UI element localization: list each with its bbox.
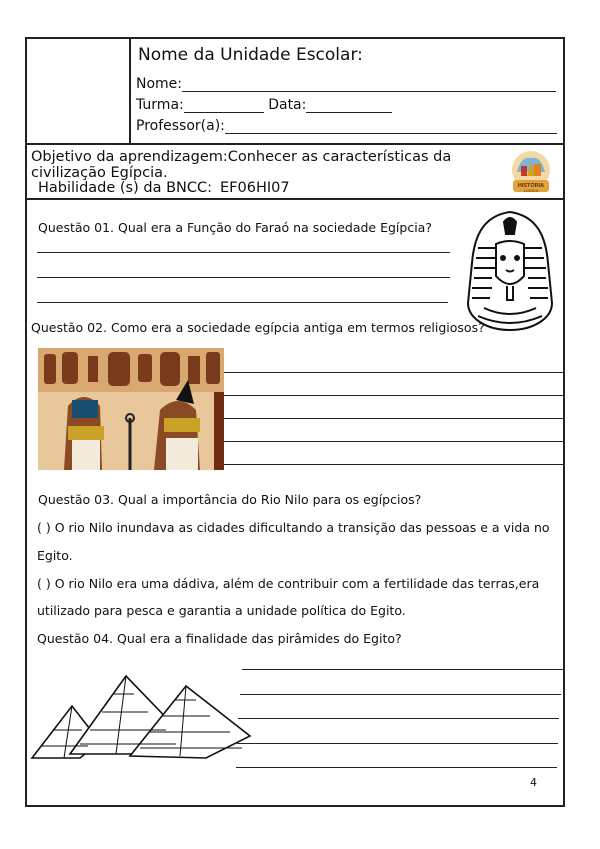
answer-line[interactable] — [224, 441, 564, 442]
pharaoh-mask-illustration — [462, 208, 558, 334]
answer-line[interactable] — [224, 395, 564, 396]
answer-line[interactable] — [240, 694, 561, 695]
answer-line[interactable] — [37, 252, 450, 253]
answer-line[interactable] — [37, 277, 450, 278]
skill-label: Habilidade (s) da BNCC: — [38, 180, 213, 196]
name-blank[interactable] — [182, 77, 556, 92]
option-1-line-1[interactable]: ( ) O rio Nilo inundava as cidades dificultando a transição das pessoas e a vida no — [37, 520, 550, 535]
objective-text: Objetivo da aprendizagem:Conhecer as características da civilização Egípcia. — [31, 149, 452, 181]
class-blank[interactable] — [184, 98, 264, 113]
school-title: Nome da Unidade Escolar: — [138, 45, 363, 65]
school-logo-cell — [27, 39, 131, 143]
option-1-line-2: Egito. — [37, 548, 73, 563]
pyramids-illustration — [30, 672, 252, 760]
answer-line[interactable] — [242, 669, 563, 670]
badge-subtitle: LÚDICA — [523, 188, 539, 193]
answer-line[interactable] — [236, 767, 557, 768]
teacher-label: Professor(a): — [136, 118, 225, 134]
name-field[interactable] — [136, 76, 556, 92]
answer-line[interactable] — [224, 418, 564, 419]
option-2-line-2: utilizado para pesca e garantia a unidade política do Egito. — [37, 603, 406, 618]
badge-title: HISTÓRIA — [517, 183, 545, 189]
teacher-blank[interactable] — [225, 119, 557, 134]
question-3: Questão 03. Qual a importância do Rio Nilo para os egípcios? — [38, 492, 422, 507]
answer-line[interactable] — [238, 718, 559, 719]
option-2-line-1[interactable]: ( ) O rio Nilo era uma dádiva, além de contribuir com a fertilidade das terras,era — [37, 576, 540, 591]
class-date-row — [136, 97, 392, 113]
egyptian-mural-image — [38, 348, 224, 470]
answer-line[interactable] — [37, 302, 448, 303]
teacher-field[interactable] — [136, 118, 557, 134]
date-blank[interactable] — [306, 98, 392, 113]
bncc-skill — [38, 180, 290, 196]
question-2: Questão 02. Como era a sociedade egípcia antiga em termos religiosos? — [31, 320, 485, 335]
skill-code: EF06HI07 — [220, 180, 290, 196]
historia-ludica-logo — [507, 148, 555, 196]
name-label: Nome: — [136, 76, 183, 92]
page-number: 4 — [530, 776, 537, 789]
class-label: Turma: — [136, 97, 184, 113]
answer-line[interactable] — [224, 372, 564, 373]
date-label: Data: — [268, 97, 307, 113]
question-1: Questão 01. Qual era a Função do Faraó na sociedade Egípcia? — [38, 220, 432, 235]
answer-line[interactable] — [237, 743, 558, 744]
answer-line[interactable] — [224, 464, 564, 465]
question-4: Questão 04. Qual era a finalidade das pirâmides do Egito? — [37, 631, 402, 646]
